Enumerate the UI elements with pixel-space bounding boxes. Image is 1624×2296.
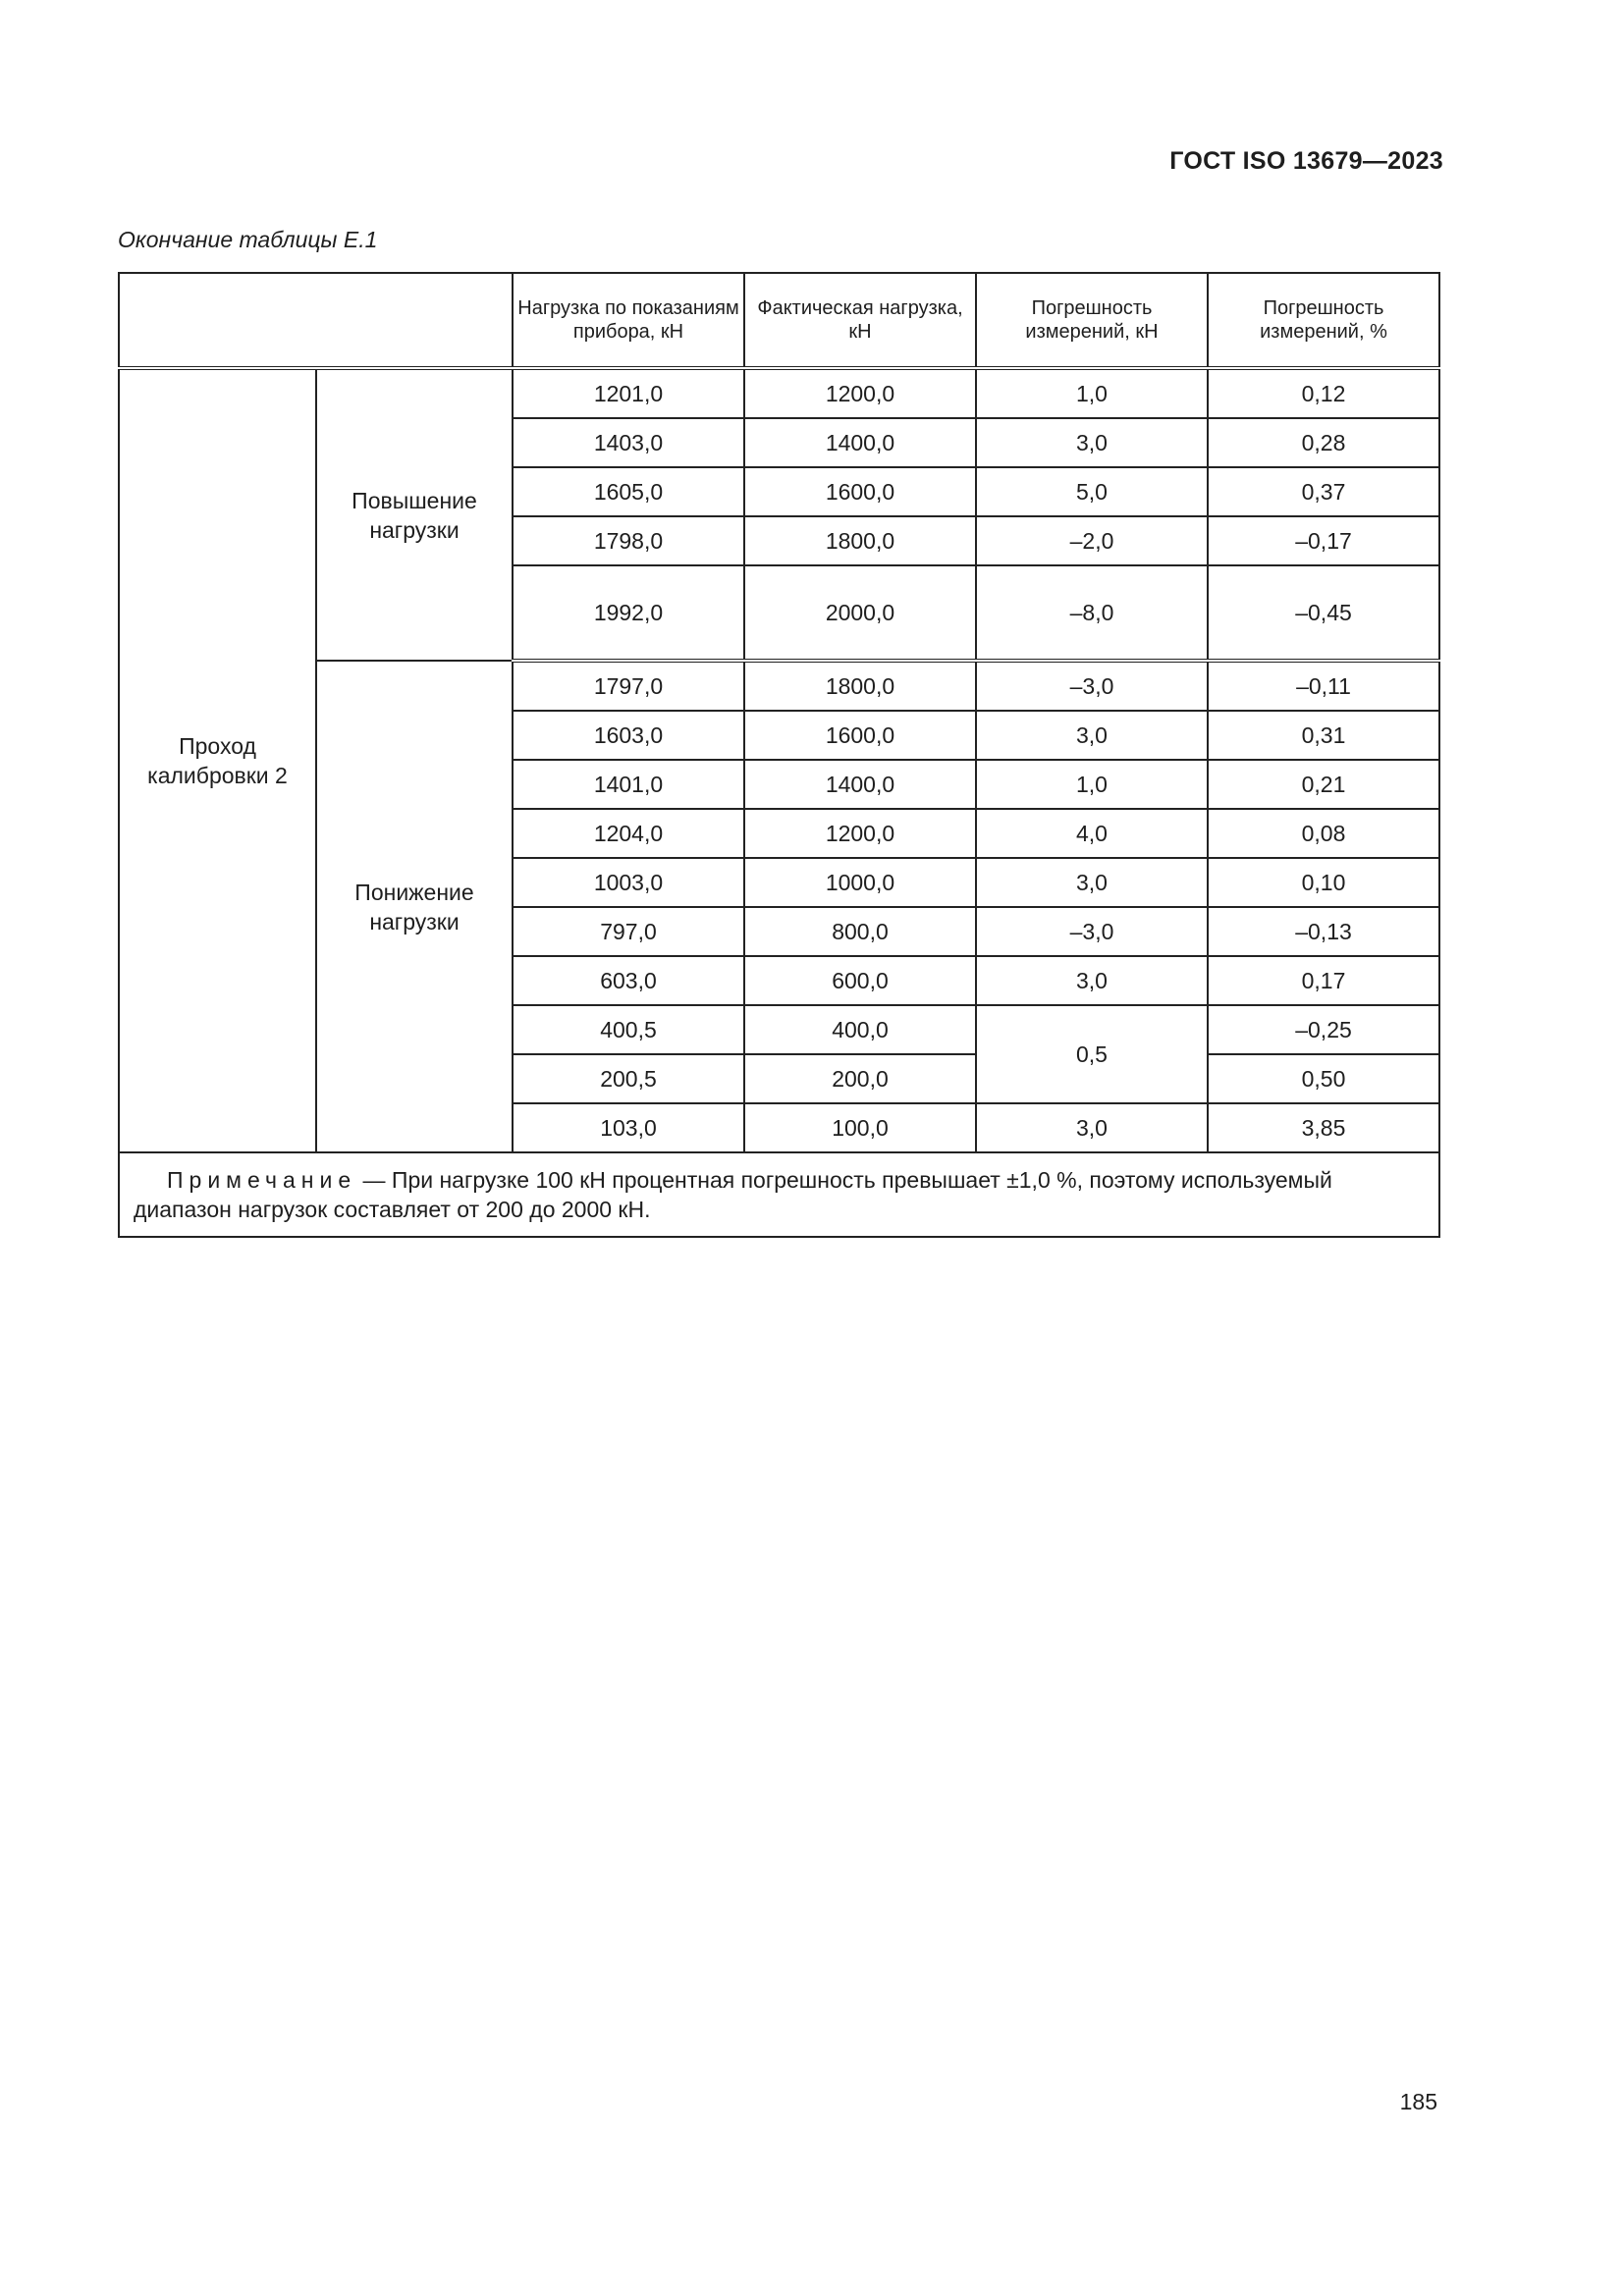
cell-actual: 1800,0 (744, 661, 976, 711)
cell-error-kn: 3,0 (976, 858, 1208, 907)
page-number: 185 (1399, 2089, 1437, 2114)
cell-error-percent: –0,45 (1208, 565, 1439, 661)
cell-error-kn: 3,0 (976, 956, 1208, 1005)
cell-error-kn: –3,0 (976, 661, 1208, 711)
document-code: ГОСТ ISO 13679—2023 (1169, 147, 1443, 175)
cell-error-kn: –2,0 (976, 516, 1208, 565)
cell-actual: 200,0 (744, 1054, 976, 1103)
cell-indicated: 603,0 (513, 956, 744, 1005)
table-row (119, 661, 1439, 711)
cell-indicated: 797,0 (513, 907, 744, 956)
cell-error-percent: –0,17 (1208, 516, 1439, 565)
cell-indicated: 1992,0 (513, 565, 744, 661)
cell-indicated: 1003,0 (513, 858, 744, 907)
cell-actual: 1000,0 (744, 858, 976, 907)
cell-indicated: 1403,0 (513, 418, 744, 467)
cell-indicated: 1201,0 (513, 368, 744, 418)
cell-indicated: 1204,0 (513, 809, 744, 858)
cell-indicated: 103,0 (513, 1103, 744, 1152)
note-row (119, 1152, 1439, 1237)
cell-indicated: 1603,0 (513, 711, 744, 760)
header-actual-load: Фактическая нагрузка, кН (744, 273, 976, 368)
cell-actual: 1400,0 (744, 760, 976, 809)
cell-error-kn: 1,0 (976, 760, 1208, 809)
cell-actual: 1600,0 (744, 467, 976, 516)
cell-error-percent: –0,13 (1208, 907, 1439, 956)
cell-actual: 400,0 (744, 1005, 976, 1054)
cell-error-percent: 0,10 (1208, 858, 1439, 907)
cell-error-percent: 0,37 (1208, 467, 1439, 516)
cell-error-percent: 0,21 (1208, 760, 1439, 809)
cell-actual: 1200,0 (744, 809, 976, 858)
cell-actual: 2000,0 (744, 565, 976, 661)
table-note (119, 1152, 1439, 1237)
header-empty (119, 273, 513, 368)
cell-error-kn: 1,0 (976, 368, 1208, 418)
cell-error-percent: –0,11 (1208, 661, 1439, 711)
cell-error-percent: 0,08 (1208, 809, 1439, 858)
cell-indicated: 1401,0 (513, 760, 744, 809)
cell-error-percent: 0,12 (1208, 368, 1439, 418)
cell-error-percent: 0,17 (1208, 956, 1439, 1005)
cell-actual: 1400,0 (744, 418, 976, 467)
cell-actual: 100,0 (744, 1103, 976, 1152)
cell-indicated: 200,5 (513, 1054, 744, 1103)
table-header-row (119, 273, 1439, 368)
cell-actual: 1200,0 (744, 368, 976, 418)
cell-error-percent: 0,31 (1208, 711, 1439, 760)
header-error-kn: Погрешность измерений, кН (976, 273, 1208, 368)
increase-load-label: Повышение нагрузки (316, 368, 513, 661)
cell-actual: 1800,0 (744, 516, 976, 565)
table-row (119, 368, 1439, 418)
decrease-load-label: Понижение нагрузки (316, 661, 513, 1152)
header-indicated-load: Нагрузка по показаниям прибора, кН (513, 273, 744, 368)
cell-indicated: 1797,0 (513, 661, 744, 711)
pass-label: Проход калибровки 2 (119, 368, 316, 1152)
cell-error-percent: 0,28 (1208, 418, 1439, 467)
cell-indicated: 1798,0 (513, 516, 744, 565)
cell-actual: 600,0 (744, 956, 976, 1005)
cell-indicated: 400,5 (513, 1005, 744, 1054)
cell-error-percent: 0,50 (1208, 1054, 1439, 1103)
cell-error-kn-merged: 0,5 (976, 1005, 1208, 1103)
note-label: Примечание (167, 1167, 357, 1193)
cell-actual: 1600,0 (744, 711, 976, 760)
cell-error-kn: 4,0 (976, 809, 1208, 858)
table-caption: Окончание таблицы Е.1 (118, 227, 378, 252)
cell-error-kn: 5,0 (976, 467, 1208, 516)
cell-error-kn: 3,0 (976, 418, 1208, 467)
header-error-percent: Погрешность измерений, % (1208, 273, 1439, 368)
cell-actual: 800,0 (744, 907, 976, 956)
cell-error-kn: 3,0 (976, 711, 1208, 760)
cell-error-kn: –3,0 (976, 907, 1208, 956)
cell-error-kn: 3,0 (976, 1103, 1208, 1152)
note-text: — При нагрузке 100 кН процентная погрешность превышает ±1,0 %, поэтому используемый диапазон нагрузок составляет от 200 до 2000 кН. (134, 1167, 1332, 1222)
cell-error-percent: –0,25 (1208, 1005, 1439, 1054)
cell-error-percent: 3,85 (1208, 1103, 1439, 1152)
cell-indicated: 1605,0 (513, 467, 744, 516)
cell-error-kn: –8,0 (976, 565, 1208, 661)
calibration-table (118, 272, 1440, 1238)
